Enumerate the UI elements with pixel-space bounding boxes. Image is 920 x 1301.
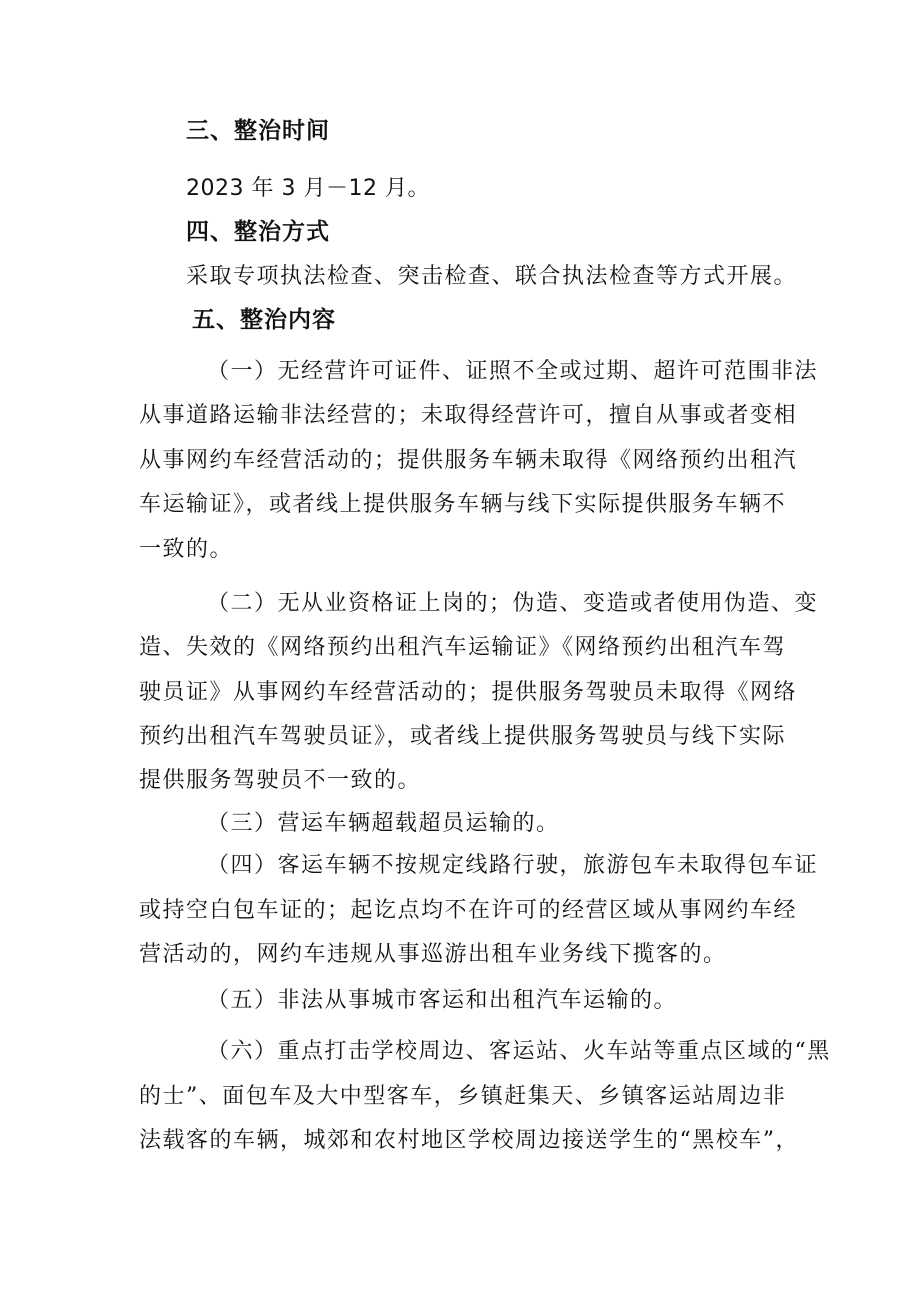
paragraph-line: （六）重点打击学校周边、客运站、火车站等重点区域的“黑 bbox=[207, 1039, 831, 1064]
method-text: 采取专项执法检查、突击检查、联合执法检查等方式开展。 bbox=[186, 264, 798, 289]
paragraph-line: 营活动的，网约车违规从事巡游出租车业务线下揽客的。 bbox=[139, 942, 727, 967]
section-heading-method: 四、整治方式 bbox=[186, 219, 330, 245]
section-heading-schedule: 三、整治时间 bbox=[186, 118, 330, 144]
paragraph-line: （五）非法从事城市客运和出租汽车运输的。 bbox=[207, 988, 678, 1013]
paragraph-line: 造、失效的《网络预约出租汽车运输证》《网络预约出租汽车驾 bbox=[139, 635, 787, 660]
section-heading-content: 五、整治内容 bbox=[192, 307, 336, 333]
paragraph-line: 法载客的车辆，城郊和农村地区学校周边接送学生的“黑校车”， bbox=[139, 1128, 799, 1153]
paragraph-line: （三）营运车辆超载超员运输的。 bbox=[207, 811, 560, 836]
paragraph-line: 或持空白包车证的；起讫点均不在许可的经营区域从事网约车经 bbox=[139, 898, 798, 923]
paragraph-line: （一）无经营许可证件、证照不全或过期、超许可范围非法 bbox=[207, 359, 819, 384]
paragraph-line: 车运输证》，或者线上提供服务车辆与线下实际提供服务车辆不 bbox=[139, 492, 787, 517]
paragraph-line: 从事网约车经营活动的；提供服务车辆未取得《网络预约出租汽 bbox=[139, 448, 798, 473]
paragraph-line: （四）客运车辆不按规定线路行驶，旅游包车未取得包车证 bbox=[207, 853, 819, 878]
paragraph-line: （二）无从业资格证上岗的；伪造、变造或者使用伪造、变 bbox=[207, 591, 819, 616]
paragraph-line: 提供服务驾驶员不一致的。 bbox=[139, 768, 422, 793]
paragraph-line: 的士”、面包车及大中型客车，乡镇赶集天、乡镇客运站周边非 bbox=[139, 1084, 787, 1109]
paragraph-line: 一致的。 bbox=[139, 537, 234, 562]
paragraph-line: 预约出租汽车驾驶员证》，或者线上提供服务驾驶员与线下实际 bbox=[139, 724, 787, 749]
paragraph-line: 驶员证》从事网约车经营活动的；提供服务驾驶员未取得《网络 bbox=[139, 680, 798, 705]
paragraph-line: 从事道路运输非法经营的；未取得经营许可，擅自从事或者变相 bbox=[139, 403, 798, 428]
schedule-text: 2023 年 3 月－12 月。 bbox=[186, 176, 430, 201]
